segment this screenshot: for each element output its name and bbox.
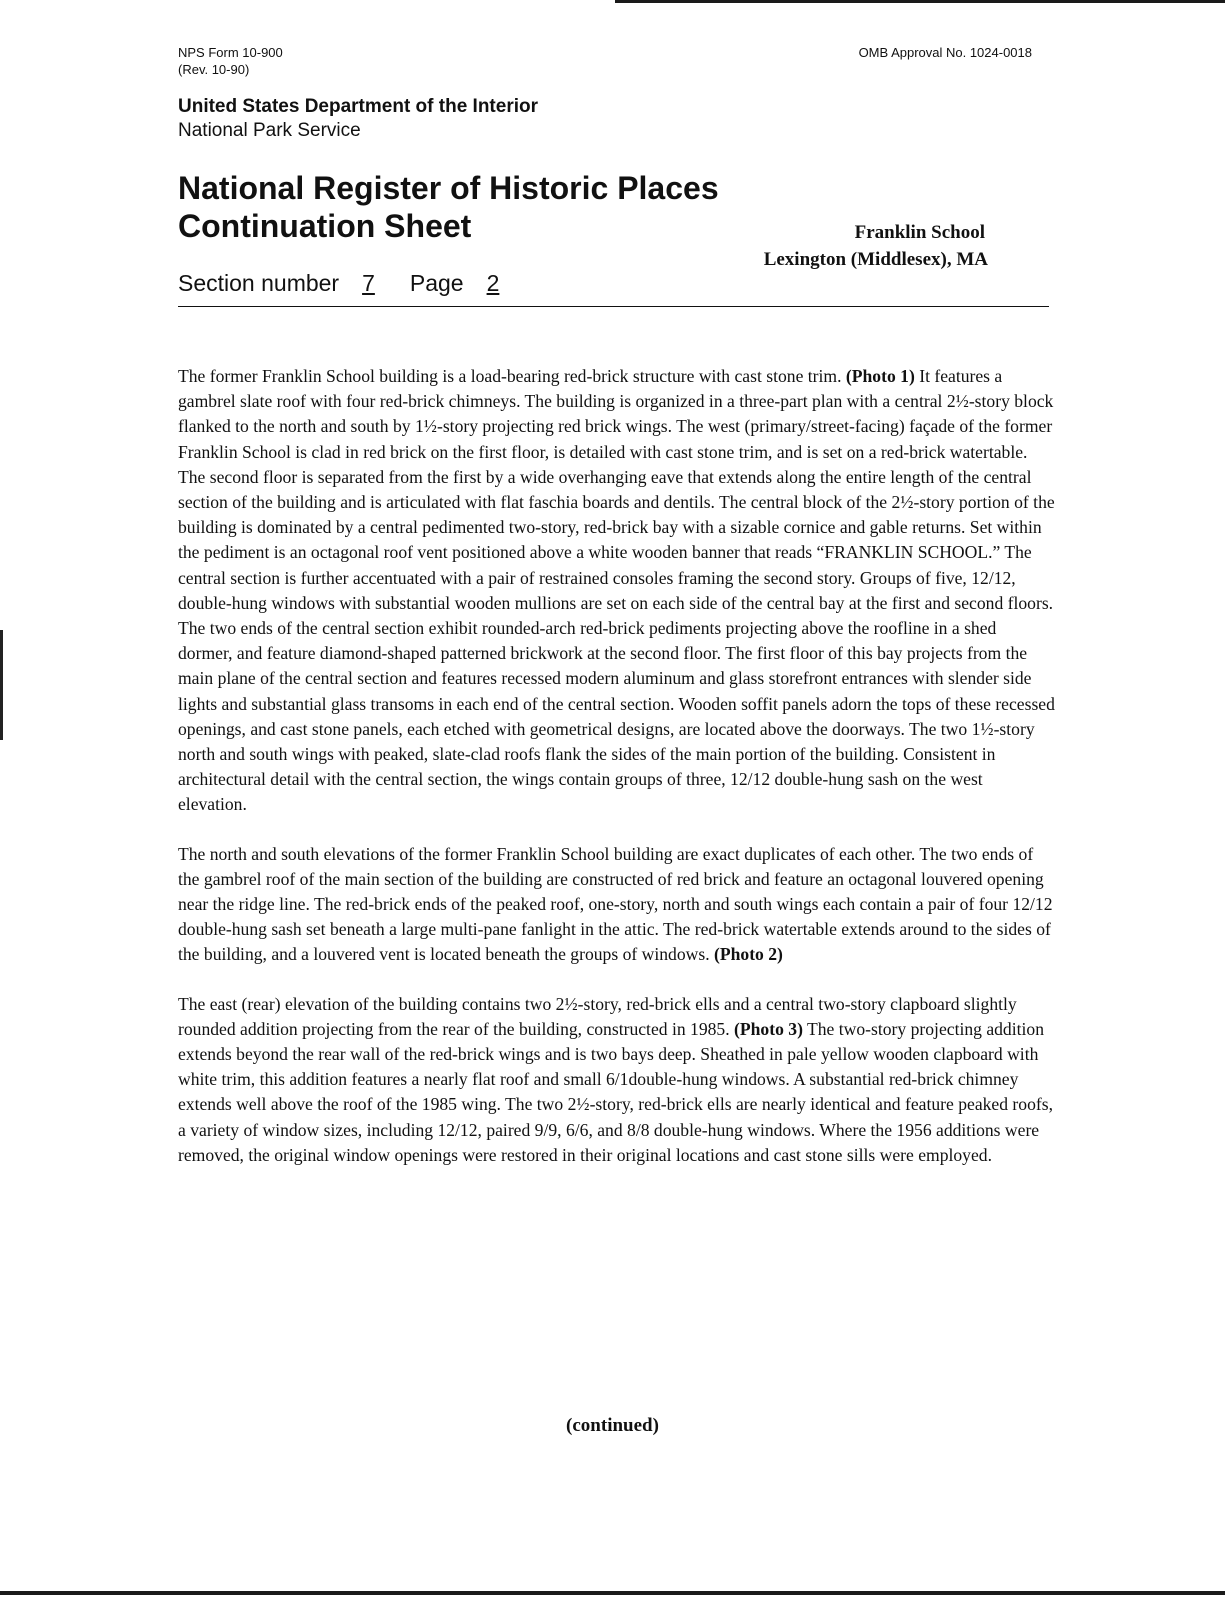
section-page-line <box>178 270 510 297</box>
scan-edge-gap <box>0 0 615 3</box>
document-subtitle: Continuation Sheet <box>178 208 472 244</box>
property-name: Franklin School <box>854 222 985 243</box>
omb-approval: OMB Approval No. 1024-0018 <box>858 45 1032 60</box>
text-run: The north and south elevations of the former Franklin School building are exact duplicates of each other. The two ends of the gambrel roof of the main section of the building are constructed of red brick and feature an octagonal louvered opening near the ridge line. The red-brick ends of the peaked roof, one-story, north and south wings each contain a pair of four 12/12 double-hung sash set beneath a large multi-pane fanlight in the attic. The red-brick watertable extends around to the sides of the building, and a louvered vent is located beneath the groups of windows. <box>178 843 1053 965</box>
section-label: Section number <box>178 270 340 296</box>
form-identifier <box>178 44 283 78</box>
text-run: The former Franklin School building is a load-bearing red-brick structure with cast stone trim. <box>178 366 846 386</box>
paragraph <box>178 842 1055 968</box>
form-revision: (Rev. 10-90) <box>178 62 250 77</box>
text-run: The east (rear) elevation of the building contains two 2½-story, red-brick ells and a central two-story clapboard slightly rounded addition projecting from the rear of the building, constructed in 1985. <box>178 993 1017 1039</box>
scan-edge-bottom <box>0 1591 1225 1595</box>
photo-reference: (Photo 1) <box>845 366 915 386</box>
property-location: Lexington (Middlesex), MA <box>763 249 988 270</box>
body-text <box>178 364 1055 1192</box>
photo-reference: (Photo 3) <box>734 1018 803 1039</box>
document-title: National Register of Historic Places <box>178 170 719 206</box>
page-label: Page <box>409 270 464 296</box>
photo-reference: (Photo 2) <box>714 944 783 965</box>
form-number: NPS Form 10-900 <box>178 45 283 60</box>
page-number: 2 <box>486 270 500 296</box>
agency-name: National Park Service <box>178 120 361 141</box>
header-divider <box>178 306 1049 307</box>
section-number: 7 <box>362 270 375 296</box>
text-run: The two-story projecting addition extends beyond the rear wall of the red-brick wings and is two bays deep. Sheathed in pale yellow wooden clapboard with white trim, this addition features a nearly flat roof and small 6/1double-hung windows. A substantial red-brick chimney extends well above the roof of the 1985 wing. The two 2½-story, red-brick ells are nearly identical and feature peaked roofs, a variety of window sizes, including 12/12, paired 9/9, 6/6, and 8/8 double-hung windows. Where the 1956 additions were removed, the original window openings were restored in their original locations and cast stone sills were employed. <box>178 1018 1053 1165</box>
paragraph <box>178 992 1055 1168</box>
paragraph <box>178 364 1055 818</box>
text-run: It features a gambrel slate roof with four red-brick chimneys. The building is organized in a three-part plan with a central 2½-story block flanked to the north and south by 1½-story projecting red brick wings. The west (primary/street-facing) façade of the former Franklin School is clad in red brick on the first floor, is detailed with cast stone trim, and is set on a red-brick watertable. The second floor is separated from the first by a wide overhanging eave that extends along the entire length of the central section of the building and is articulated with flat faschia boards and dentils. The central block of the 2½-story portion of the building is dominated by a central pedimented two-story, red-brick bay with a sizable cornice and gable returns. Set within the pediment is an octagonal roof vent positioned above a white wooden banner that reads “FRANKLIN SCHOOL.” The central section is further accentuated with a pair of restrained consoles framing the second story. Groups of five, 12/12, double-hung windows with substantial wooden mullions are set on each side of the central bay at the first and second floors. The two ends of the central section exhibit rounded-arch red-brick pediments projecting above the roofline in a shed dormer, and feature diamond-shaped patterned brickwork at the second floor. The first floor of this bay projects from the main plane of the central section and features recessed modern aluminum and glass storefront entrances with slender side lights and substantial glass transoms in each end of the central section. Wooden soffit panels adorn the tops of these recessed openings, and cast stone panels, each etched with geometrical designs, are located above the doorways. The two 1½-story north and south wings with peaked, slate-clad roofs flank the sides of the main portion of the building. Consistent in architectural detail with the central section, the wings contain groups of three, 12/12 double-hung sash on the west elevation. <box>178 366 1055 815</box>
scan-edge-left <box>0 630 3 740</box>
department-name: United States Department of the Interior <box>178 96 538 117</box>
continued-label: (continued) <box>566 1415 659 1436</box>
